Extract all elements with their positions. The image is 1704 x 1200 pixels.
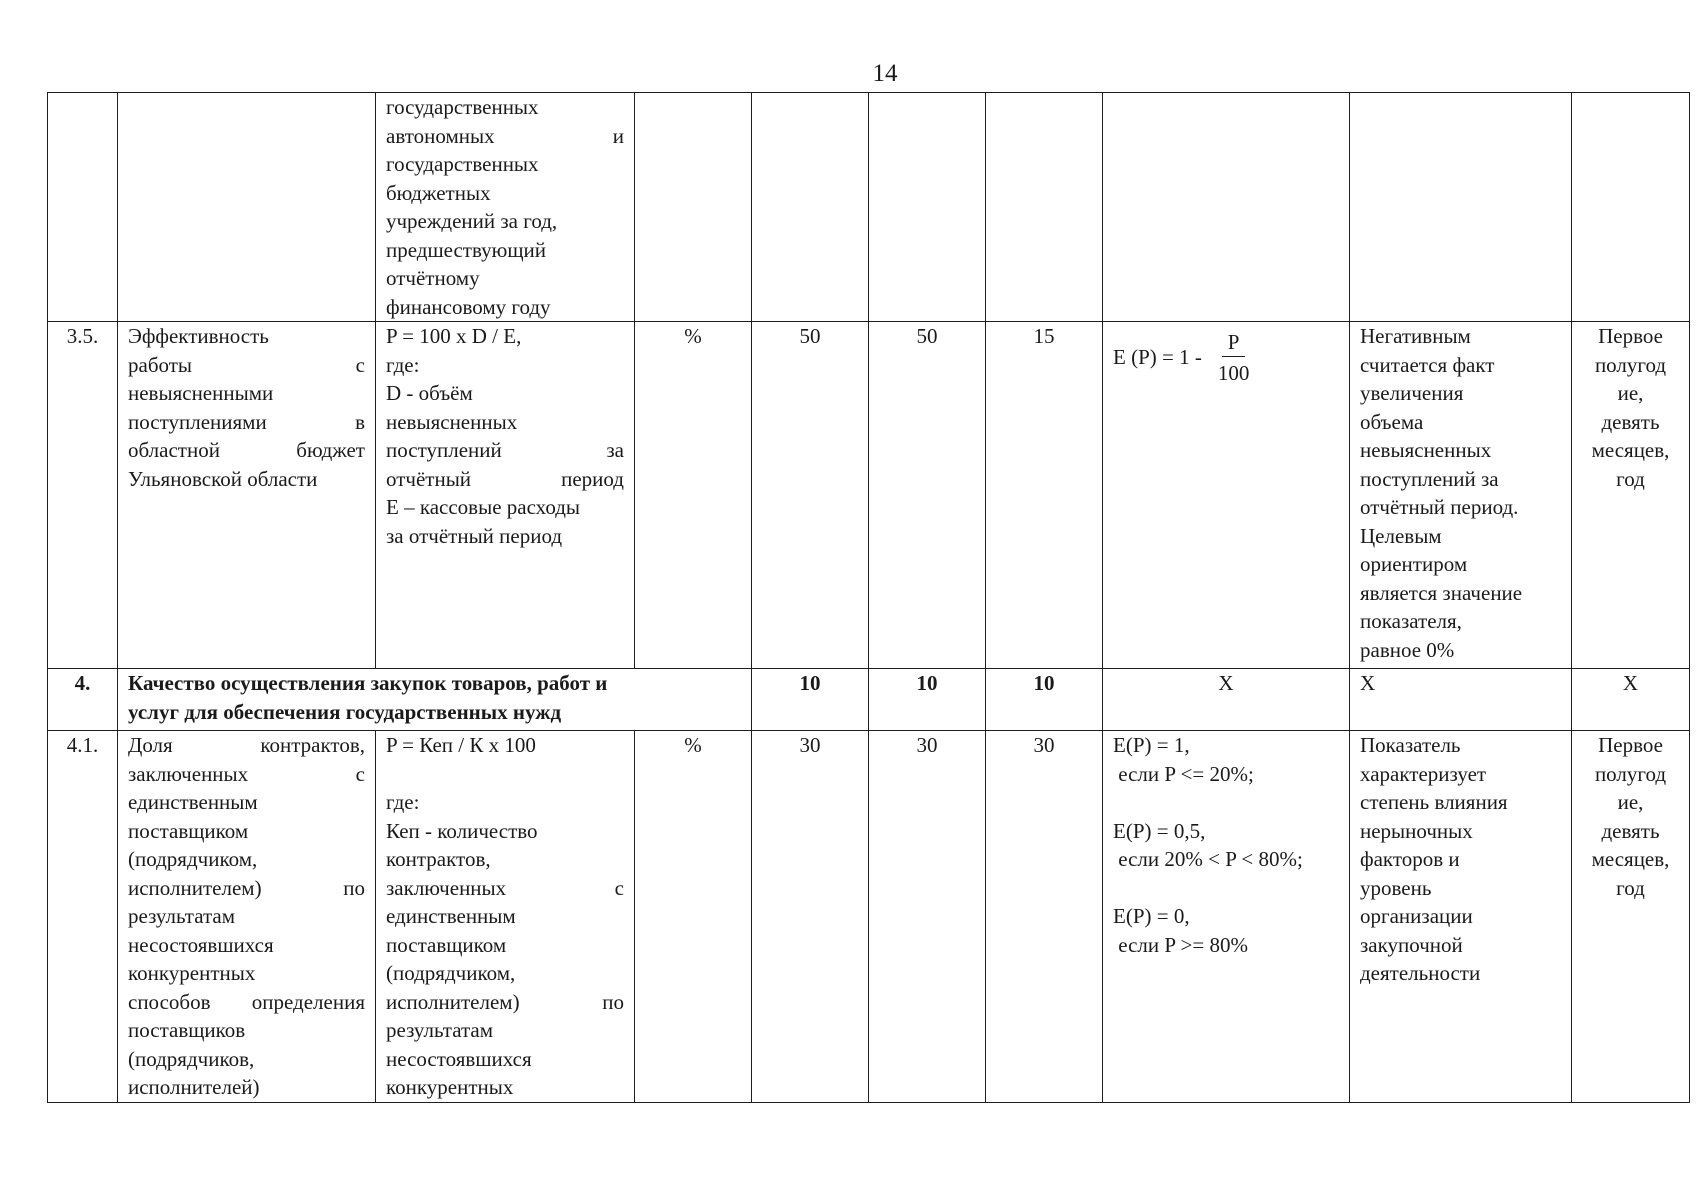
text-line: невыясненными — [128, 381, 274, 405]
text-line: Доля контрактов, — [128, 733, 365, 757]
text-line — [1113, 788, 1339, 817]
text-line: финансовому году — [386, 294, 551, 319]
text-line: заключенных с — [128, 761, 365, 786]
cell-evaluation: X — [1103, 669, 1350, 731]
text-line: полугод — [1594, 761, 1667, 786]
text-line: Качество осуществления закупок товаров, работ и — [128, 671, 608, 695]
cell-value-3 — [986, 93, 1103, 322]
text-line: ориентиром — [1360, 552, 1468, 576]
text-line: деятельности — [1360, 961, 1481, 985]
cell-value-3: 30 — [986, 731, 1103, 1103]
text-line: если 20% < P < 80%; — [1113, 847, 1303, 871]
text-line: закупочной — [1360, 932, 1463, 957]
cell-num: 4.1. — [48, 731, 118, 1103]
text-line: поступлениями в — [128, 409, 365, 434]
text-line: поставщиков — [128, 1018, 246, 1042]
table-row-continuation — [48, 93, 1690, 322]
cell-value-1 — [752, 93, 869, 322]
cell-value-1: 10 — [752, 669, 869, 731]
text-line: за отчётный период — [386, 523, 563, 548]
text-line: где: — [386, 790, 420, 814]
formula-prefix: E (P) = 1 - — [1113, 345, 1202, 370]
table-row-4 — [48, 669, 1690, 731]
cell-period — [1572, 731, 1690, 1103]
cell-value-3: 10 — [986, 669, 1103, 731]
cell-period — [1572, 322, 1690, 669]
text-line: Ульяновской области — [128, 466, 318, 491]
text-line: результатам — [128, 904, 236, 928]
text-line — [1113, 874, 1339, 903]
cell-period — [1572, 93, 1690, 322]
indicators-table — [47, 92, 1690, 1103]
text-line: степень влияния — [1360, 790, 1508, 814]
cell-note: X — [1350, 669, 1572, 731]
cell-value-2: 10 — [869, 669, 986, 731]
cell-value-3: 15 — [986, 322, 1103, 669]
text-line: единственным — [386, 904, 516, 928]
text-line: нерыночных — [1360, 818, 1473, 843]
cell-unit: % — [635, 731, 752, 1103]
cell-period: X — [1572, 669, 1690, 731]
page-number: 14 — [872, 60, 898, 87]
text-line: Целевым — [1360, 523, 1442, 548]
text-line: поступлений за — [386, 438, 624, 462]
text-line: государственных — [386, 95, 539, 119]
text-line: Первое — [1598, 324, 1663, 348]
cell-formula — [376, 322, 635, 669]
text-line: если P <= 20%; — [1113, 761, 1254, 786]
text-line: исполнителей) — [128, 1075, 260, 1099]
text-line: E – кассовые расходы — [386, 495, 581, 519]
text-line: исполнителем) по — [386, 989, 624, 1014]
cell-value-1: 30 — [752, 731, 869, 1103]
text-line: автономных и — [386, 123, 624, 148]
text-line: (подрядчиком, — [386, 961, 516, 985]
text-line: является значение — [1360, 580, 1523, 605]
cell-name — [118, 322, 376, 669]
text-line: Эффективность — [128, 324, 269, 348]
text-line: увеличения — [1360, 381, 1464, 405]
text-line: (подрядчиком, — [128, 847, 258, 871]
text-line: Кеп - количество — [386, 818, 538, 843]
text-line: объема — [1360, 409, 1424, 434]
text-line: предшествующий — [386, 237, 547, 262]
text-line: если P >= 80% — [1113, 932, 1248, 957]
text-line: поставщиком — [386, 932, 507, 957]
fraction-denominator: 100 — [1217, 361, 1250, 385]
text-line: уровень — [1360, 875, 1432, 900]
text-line: услуг для обеспечения государственных нужд — [128, 699, 562, 724]
cell-unit: % — [635, 322, 752, 669]
text-line: заключенных с — [386, 875, 624, 900]
cell-formula — [376, 93, 635, 322]
cell-note — [1350, 93, 1572, 322]
text-line: E(P) = 0, — [1113, 904, 1190, 928]
text-line: месяцев, — [1591, 847, 1670, 871]
text-line: показателя, — [1360, 609, 1462, 633]
cell-evaluation — [1103, 93, 1350, 322]
text-line: контрактов, — [386, 847, 491, 871]
cell-name — [118, 731, 376, 1103]
cell-num — [48, 93, 118, 322]
text-line: ие, — [1617, 381, 1644, 405]
table-row-3-5 — [48, 322, 1690, 669]
text-line: отчётный период. — [1360, 495, 1519, 519]
text-line: D - объём — [386, 381, 473, 405]
cell-evaluation — [1103, 731, 1350, 1103]
text-line: считается факт — [1360, 352, 1495, 377]
text-line: E(P) = 1, — [1113, 733, 1190, 757]
text-line: Первое — [1598, 733, 1663, 757]
text-line: где: — [386, 352, 420, 377]
text-line: единственным — [128, 790, 258, 814]
text-line: P = 100 x D / E, — [386, 324, 522, 348]
evaluation-formula — [1113, 322, 1339, 387]
text-line: год — [1616, 875, 1645, 900]
text-line — [386, 760, 624, 789]
text-line: поступлений за — [1360, 466, 1499, 491]
text-line: месяцев, — [1591, 438, 1670, 462]
text-line: способов определения — [128, 989, 365, 1014]
text-line: государственных — [386, 152, 539, 176]
cell-note — [1350, 322, 1572, 669]
formula-fraction — [1214, 328, 1254, 387]
text-line: отчётному — [386, 266, 480, 290]
cell-value-2: 50 — [869, 322, 986, 669]
text-line: полугод — [1594, 352, 1667, 377]
text-line: учреждений за год, — [386, 209, 558, 233]
text-line: невыясненных — [386, 409, 518, 434]
text-line: невыясненных — [1360, 438, 1492, 462]
text-line: конкурентных — [128, 961, 256, 985]
text-line: бюджетных — [386, 180, 491, 205]
text-line: ие, — [1617, 790, 1644, 814]
text-line: исполнителем) по — [128, 875, 365, 900]
cell-name — [118, 93, 376, 322]
section-title — [118, 669, 752, 731]
table-row-4-1 — [48, 731, 1690, 1103]
text-line: характеризует — [1360, 761, 1487, 786]
text-line: Показатель — [1360, 733, 1461, 757]
text-line: несостоявшихся — [128, 932, 274, 957]
text-line: организации — [1360, 904, 1473, 928]
text-line: отчётный период — [386, 466, 624, 491]
cell-value-2 — [869, 93, 986, 322]
text-line: Негативным — [1360, 324, 1471, 348]
text-line: E(P) = 0,5, — [1113, 818, 1206, 843]
text-line: конкурентных — [386, 1075, 514, 1099]
text-line: несостоявшихся — [386, 1046, 532, 1071]
text-line: девять — [1601, 818, 1660, 843]
fraction-numerator: P — [1222, 328, 1246, 357]
cell-value-1: 50 — [752, 322, 869, 669]
text-line: факторов и — [1360, 847, 1460, 871]
cell-evaluation — [1103, 322, 1350, 669]
text-line: областной бюджет — [128, 438, 365, 462]
text-line: девять — [1601, 409, 1660, 434]
text-line: равное 0% — [1360, 637, 1455, 662]
cell-note — [1350, 731, 1572, 1103]
cell-formula — [376, 731, 635, 1103]
cell-num: 4. — [48, 669, 118, 731]
text-line: год — [1616, 466, 1645, 491]
text-line: результатам — [386, 1018, 494, 1042]
text-line: работы с — [128, 352, 365, 377]
text-line: P = Кеп / К x 100 — [386, 733, 536, 757]
text-line: (подрядчиков, — [128, 1046, 255, 1071]
cell-unit — [635, 93, 752, 322]
cell-value-2: 30 — [869, 731, 986, 1103]
cell-num: 3.5. — [48, 322, 118, 669]
text-line: поставщиком — [128, 818, 249, 843]
